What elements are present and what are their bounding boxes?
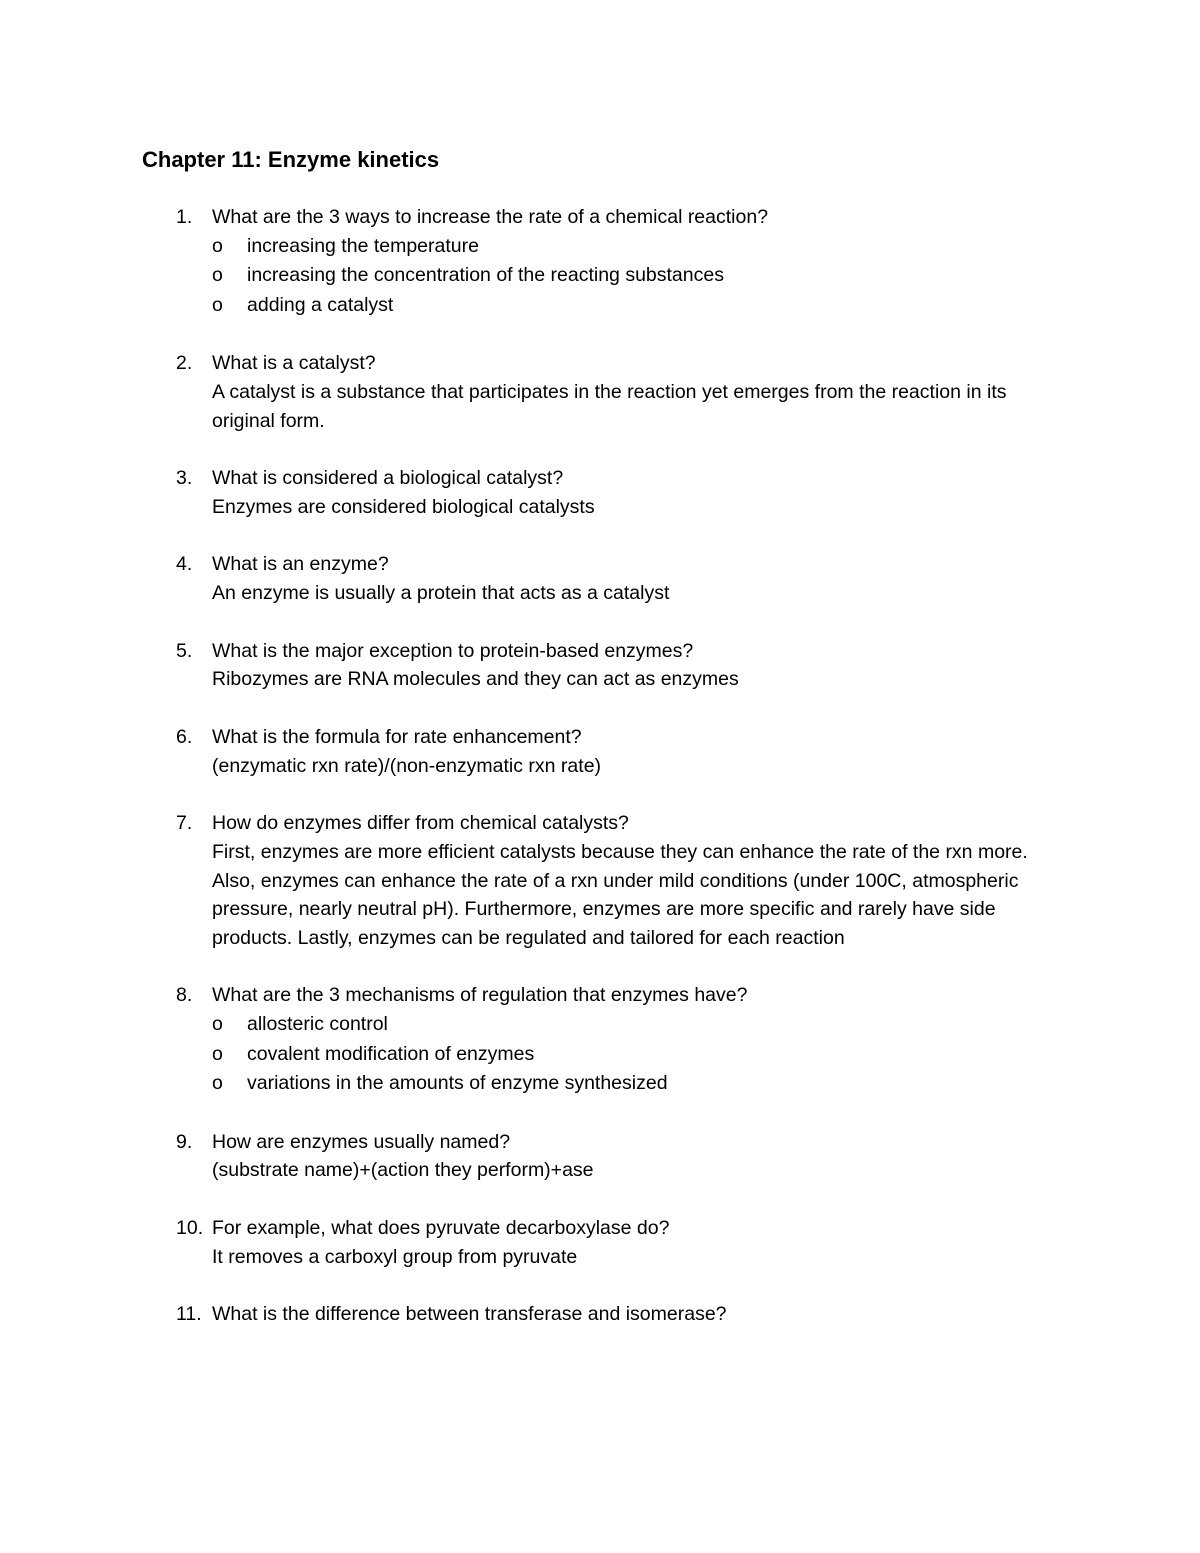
question-text: How are enzymes usually named? bbox=[212, 1130, 511, 1153]
bullet-marker: o bbox=[212, 293, 223, 316]
question-item-9 bbox=[0, 1128, 1052, 1186]
question-text: What is considered a biological catalyst? bbox=[212, 467, 564, 490]
question-number: 2. bbox=[176, 352, 193, 375]
list-item bbox=[212, 1069, 1052, 1099]
list-item bbox=[212, 291, 1052, 321]
answer-text: (enzymatic rxn rate)/(non-enzymatic rxn rate) bbox=[212, 754, 602, 777]
answer-text: An enzyme is usually a protein that acts as a catalyst bbox=[212, 582, 670, 605]
question-text: What is an enzyme? bbox=[212, 553, 389, 576]
bullet-text: covalent modification of enzymes bbox=[247, 1042, 535, 1065]
bullet-text: adding a catalyst bbox=[247, 293, 394, 316]
answer-text: First, enzymes are more efficient catalysts because they can enhance the rate of the rxn more. Also, enzymes can enhance the rate of a rxn under mild conditions (under 100C, atmospheric pressure, nearly neutral pH). Furthermore, enzymes are more specific and rarely have side products. Lastly, enzymes can be regulated and tailored for each reaction bbox=[212, 840, 1028, 950]
bullet-marker: o bbox=[212, 234, 223, 257]
question-item-10 bbox=[0, 1214, 1052, 1272]
bullet-text: variations in the amounts of enzyme synthesized bbox=[247, 1072, 668, 1095]
bullet-list bbox=[212, 1010, 1052, 1099]
bullet-text: increasing the temperature bbox=[247, 234, 479, 257]
answer-text: Enzymes are considered biological catalysts bbox=[212, 495, 595, 518]
question-item-8 bbox=[0, 981, 1052, 1099]
question-list bbox=[0, 203, 1200, 1357]
question-number: 3. bbox=[176, 467, 193, 490]
question-text: What is the formula for rate enhancement? bbox=[212, 725, 582, 748]
question-text: For example, what does pyruvate decarboxylase do? bbox=[212, 1216, 670, 1239]
question-text: What is a catalyst? bbox=[212, 352, 376, 375]
question-number: 1. bbox=[176, 206, 193, 228]
question-item-5 bbox=[0, 637, 1052, 695]
question-number: 11. bbox=[176, 1303, 202, 1326]
question-number: 5. bbox=[176, 639, 193, 662]
question-item-3 bbox=[0, 464, 1052, 522]
question-item-6 bbox=[0, 723, 1052, 781]
bullet-text: allosteric control bbox=[247, 1013, 388, 1036]
question-text: What are the 3 mechanisms of regulation that enzymes have? bbox=[212, 984, 748, 1007]
question-item-4 bbox=[0, 550, 1052, 608]
page-title: Chapter 11: Enzyme kinetics bbox=[142, 147, 440, 172]
answer-text: (substrate name)+(action they perform)+ase bbox=[212, 1159, 594, 1182]
list-item bbox=[212, 261, 1052, 291]
bullet-marker: o bbox=[212, 264, 223, 287]
bullet-list bbox=[212, 232, 1052, 321]
answer-text: Ribozymes are RNA molecules and they can act as enzymes bbox=[212, 668, 739, 691]
bullet-marker: o bbox=[212, 1072, 223, 1095]
question-text: What is the major exception to protein-based enzymes? bbox=[212, 639, 694, 662]
list-item bbox=[212, 232, 1052, 262]
question-number: 9. bbox=[176, 1130, 193, 1153]
answer-text: It removes a carboxyl group from pyruvate bbox=[212, 1245, 578, 1268]
bullet-marker: o bbox=[212, 1042, 223, 1065]
question-item-2 bbox=[0, 349, 1052, 435]
question-item-11 bbox=[0, 1300, 1052, 1329]
question-item-7 bbox=[0, 809, 1052, 953]
question-number: 8. bbox=[176, 984, 193, 1007]
question-number: 7. bbox=[176, 811, 193, 834]
question-number: 4. bbox=[176, 553, 193, 576]
question-item-1 bbox=[0, 203, 1052, 321]
list-item bbox=[212, 1040, 1052, 1070]
question-text: How do enzymes differ from chemical catalysts? bbox=[212, 811, 629, 834]
question-text: What is the difference between transferase and isomerase? bbox=[212, 1303, 727, 1326]
question-number: 10. bbox=[176, 1216, 204, 1239]
answer-text: A catalyst is a substance that participates in the reaction yet emerges from the reaction in its original form. bbox=[212, 380, 1007, 432]
question-number: 6. bbox=[176, 725, 193, 748]
bullet-text: increasing the concentration of the reacting substances bbox=[247, 264, 724, 287]
question-text: What are the 3 ways to increase the rate of a chemical reaction? bbox=[212, 206, 769, 228]
bullet-marker: o bbox=[212, 1013, 223, 1036]
list-item bbox=[212, 1010, 1052, 1040]
